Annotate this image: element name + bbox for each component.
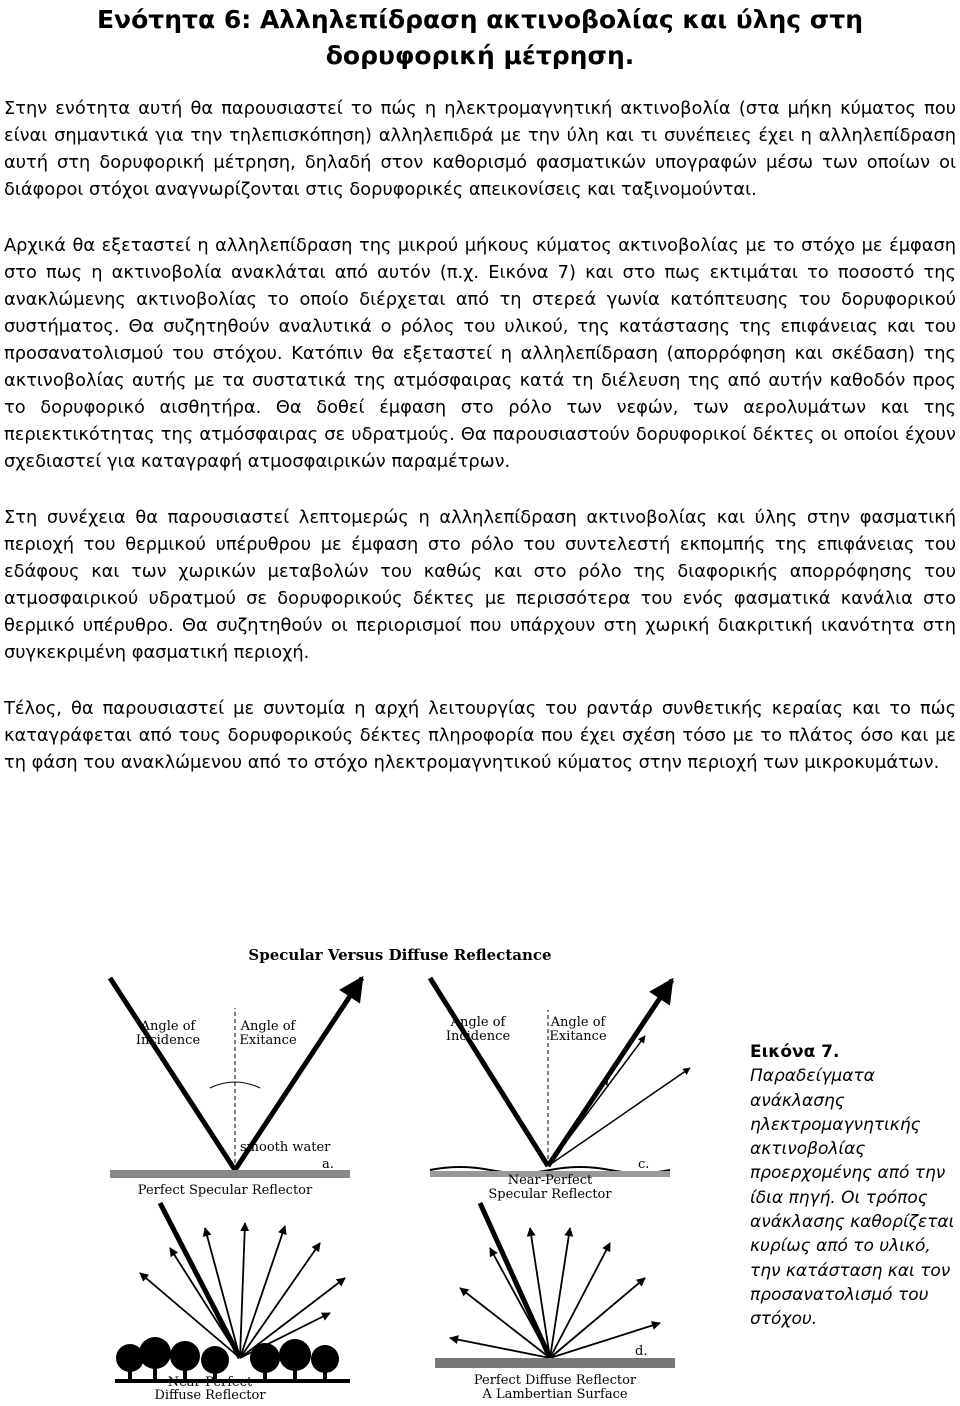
- incident-ray-c: [430, 978, 548, 1166]
- paragraph-thermal: Στη συνέχεια θα παρουσιαστεί λεπτομερώς η αλληλεπίδραση ακτινοβολίας και ύλης στην φασματική περιοχή του θερμικού υπέρυθρου με έμφαση στο ρόλο του συντελεστή εκπομπής της επιφάνειας του εδάφους και των χωρικών μεταβολών του καθώς και στο ρόλο της διαφορικής απορρόφησης του ατμοσφαιρικού υδρατμού σε δορυφορικούς δέκτες με περισσότερα του ενός φασματικά κανάλια στο θερμικό υπέρυθρο. Θα συζητηθούν οι περιορισμοί που υπάρχουν στη χωρική διακριτική ικανότητα στη συγκεκριμένη φασματική περιοχή.: [4, 507, 956, 663]
- panel-letter-c: c.: [638, 1157, 650, 1172]
- figure-title: Specular Versus Diffuse Reflectance: [248, 946, 552, 964]
- incident-ray-b: [160, 1203, 240, 1358]
- panel-c-label: Near-Perfect: [507, 1173, 593, 1188]
- panel-letter-b: b.: [320, 1361, 333, 1376]
- heading-line-2: δορυφορική μέτρηση.: [325, 41, 635, 70]
- heading-line-1: Ενότητα 6: Αλληλεπίδραση ακτινοβολίας και ύλης στη: [96, 5, 863, 34]
- diffuse-rays-b: [140, 1223, 345, 1358]
- diffuse-rays-d: [450, 1228, 660, 1358]
- angle-incidence-label: Incidence: [135, 1033, 201, 1048]
- reflectance-figure: [100, 938, 730, 1401]
- figure-caption: [750, 1040, 955, 1332]
- panel-d-lambertian: [435, 1203, 675, 1401]
- panel-c-label: Specular Reflector: [488, 1187, 612, 1202]
- angle-incidence-label: Angle of: [450, 1015, 506, 1030]
- panel-c-near-specular: [430, 978, 690, 1202]
- panel-d-label: A Lambertian Surface: [482, 1387, 628, 1401]
- angle-exitance-label: Angle of: [240, 1019, 296, 1034]
- scatter-ray-c: [548, 1036, 645, 1166]
- panel-letter-d: d.: [635, 1344, 648, 1359]
- paragraph-radar: Τέλος, θα παρουσιαστεί με συντομία η αρχή λειτουργίας του ραντάρ συνθετικής κεραίας και το πώς καταγράφεται από τους δορυφορικούς δέκτες πληροφορία που έχει σχέση τόσο με το πλάτος όσο και με τη φάση του ανακλώμενου από το στόχο ηλεκτρομαγνητικού κύματος στην περιοχή των μικροκυμάτων.: [4, 698, 956, 773]
- trees-b: [116, 1337, 339, 1380]
- angle-exitance-label: Exitance: [549, 1029, 607, 1044]
- surface-a: [110, 1170, 350, 1178]
- scatter-ray-c: [548, 1068, 690, 1166]
- angle-exitance-label: Angle of: [550, 1015, 606, 1030]
- paragraph-intro: Στην ενότητα αυτή θα παρουσιαστεί το πώς η ηλεκτρομαγνητική ακτινοβολία (στα μήκη κύματος που είναι σημαντικά για την τηλεπισκόπηση) αλληλεπιδρά με την ύλη και τι συνέπειες έχει η αλληλεπίδραση αυτή στη δορυφορική μέτρηση, δηλαδή στον καθορισμό φασματικών υπογραφών μέσω των οποίων οι διάφοροι στόχοι αναγνωρίζονται στις δορυφορικές απεικονίσεις και ταξινομούνται.: [4, 98, 956, 200]
- incident-ray-a: [110, 978, 235, 1170]
- section-heading: [4, 2, 956, 74]
- angle-incidence-label: Incidence: [445, 1029, 511, 1044]
- surface-d: [435, 1358, 675, 1368]
- incident-ray-d: [480, 1203, 550, 1358]
- panel-letter-a: a.: [322, 1157, 334, 1172]
- smooth-water-label: smooth water: [240, 1140, 331, 1155]
- panel-a-label: Perfect Specular Reflector: [137, 1183, 313, 1198]
- reflectance-diagram: [100, 938, 730, 1401]
- panel-b-near-diffuse: [115, 1203, 350, 1401]
- angle-incidence-label: Angle of: [140, 1019, 196, 1034]
- panel-d-label: Perfect Diffuse Reflector: [473, 1373, 637, 1388]
- caption-title: Εικόνα 7.: [750, 1042, 840, 1062]
- panel-b-label: Near-Perfect: [167, 1375, 253, 1390]
- panel-b-label: Diffuse Reflector: [154, 1388, 266, 1401]
- angle-exitance-label: Exitance: [239, 1033, 297, 1048]
- panel-a-specular: [110, 978, 362, 1198]
- body-text: [4, 95, 956, 776]
- caption-text: Παραδείγματα ανάκλασης ηλεκτρομαγνητικής ακτινοβολίας προερχομένης από την ίδια πηγή. Οι τρόπος ανάκλασης καθορίζεται κυρίως από το υλικό, την κατάσταση και τον προσανατολισμό του στόχου.: [750, 1066, 955, 1330]
- paragraph-shortwave: Αρχικά θα εξεταστεί η αλληλεπίδραση της μικρού μήκους κύματος ακτινοβολίας με το στόχο με έμφαση στο πως η ακτινοβολία ανακλάται από αυτόν (π.χ. Εικόνα 7) και στο πως εκτιμάται το ποσοστό της ανακλώμενης ακτινοβολίας το οποίο διέρχεται από τη στερεά γωνία κατόπτευσης του δορυφορικού συστήματος. Θα συζητηθούν αναλυτικά ο ρόλος του υλικού, της κατάστασης της επιφάνειας και του προσανατολισμού του στόχου. Κατόπιν θα εξεταστεί η αλληλεπίδραση (απορρόφηση και σκέδαση) της ακτινοβολίας αυτής με τα συστατικά της ατμόσφαιρας κατά τη διέλευση της από αυτήν καθοδόν προς το δορυφορικό αισθητήρα. Θα δοθεί έμφαση στο ρόλο των νεφών, των αερολυμάτων και της περιεκτικότητας της ατμόσφαιρας σε υδρατμούς. Θα παρουσιαστούν δορυφορικοί δέκτες οι οποίοι έχουν σχεδιαστεί για καταγραφή ατμοσφαιρικών παραμέτρων.: [4, 235, 956, 472]
- scatter-ray-c: [548, 1078, 608, 1166]
